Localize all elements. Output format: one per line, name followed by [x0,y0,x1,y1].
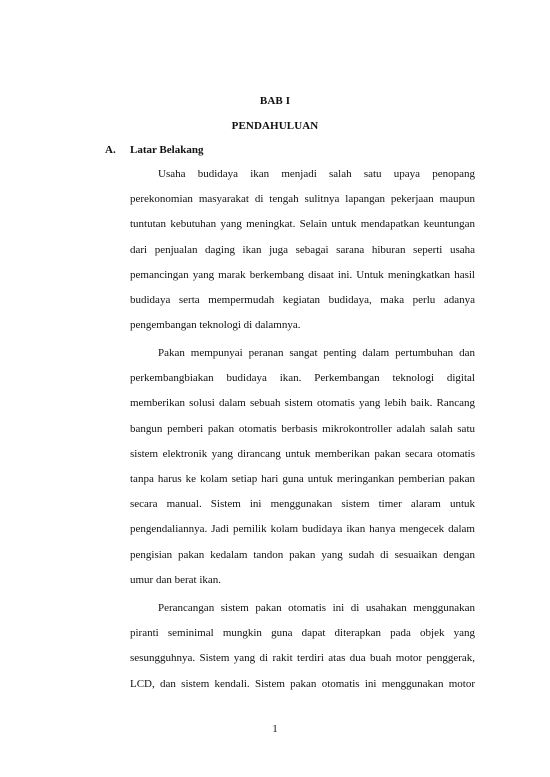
paragraph-line: sistem elektronik yang dirancang untuk memberikan pakan secara otomatis [130,447,475,460]
section-title: Latar Belakang [130,144,204,156]
paragraph-line: sesungguhnya. Sistem yang di rakit terdiri atas dua buah motor penggerak, [130,652,475,665]
chapter-heading: BAB I [259,95,291,107]
paragraph-line: Usaha budidaya ikan menjadi salah satu upaya penopang [158,168,475,180]
paragraph-line: pengendaliannya. Jadi pemilik kolam budidaya ikan hanya mengecek dalam [130,523,475,536]
paragraph-line: pemancingan yang marak berkembang disaat ini. Untuk meningkatkan hasil [130,268,475,281]
paragraph-line: dari penjualan daging ikan juga sebagai sarana hiburan seperti usaha [130,243,475,256]
paragraph-line: LCD, dan sistem kendali. Sistem pakan otomatis ini menggunakan motor [130,677,475,690]
paragraph-line: pengembangan teknologi di dalamnya. [130,319,301,332]
paragraph-line: memberikan solusi dalam sebuah sistem otomatis yang lebih baik. Rancang [130,397,475,410]
paragraph-line: tuntutan kebutuhan yang meningkat. Selain untuk mendapatkan keuntungan [130,218,475,231]
paragraph-line: budidaya serta mempermudah kegiatan budidaya, maka perlu adanya [130,293,475,306]
paragraph-line: pengisian pakan kedalam tandon pakan yang sudah di sesuaikan dengan [130,548,475,561]
section-number: A. [105,144,116,156]
paragraph-line: tanpa harus ke kolam setiap hari guna untuk meringankan pemberian pakan [130,472,475,485]
paragraph-line: perekonomian masyarakat di tengah sulitnya lapangan pekerjaan maupun [130,193,475,206]
paragraph-1 [130,162,475,338]
page-number: 1 [272,723,278,735]
paragraph-3 [130,596,475,697]
paragraph-line: piranti seminimal mungkin guna dapat diterapkan pada objek yang [130,627,475,640]
paragraph-line: perkembangbiakan budidaya ikan. Perkembangan teknologi digital [130,372,475,385]
paragraph-2 [130,341,475,593]
paragraph-line: umur dan berat ikan. [130,573,222,586]
paragraph-line: Perancangan sistem pakan otomatis ini di usahakan menggunakan [158,602,475,614]
paragraph-line: Pakan mempunyai peranan sangat penting dalam pertumbuhan dan [158,347,475,359]
paragraph-line: secara manual. Sistem ini menggunakan sistem timer alaram untuk [130,498,475,511]
chapter-title: PENDAHULUAN [231,120,319,132]
paragraph-line: bangun pemberi pakan otomatis berbasis mikrokontroller adalah salah satu [130,422,475,435]
